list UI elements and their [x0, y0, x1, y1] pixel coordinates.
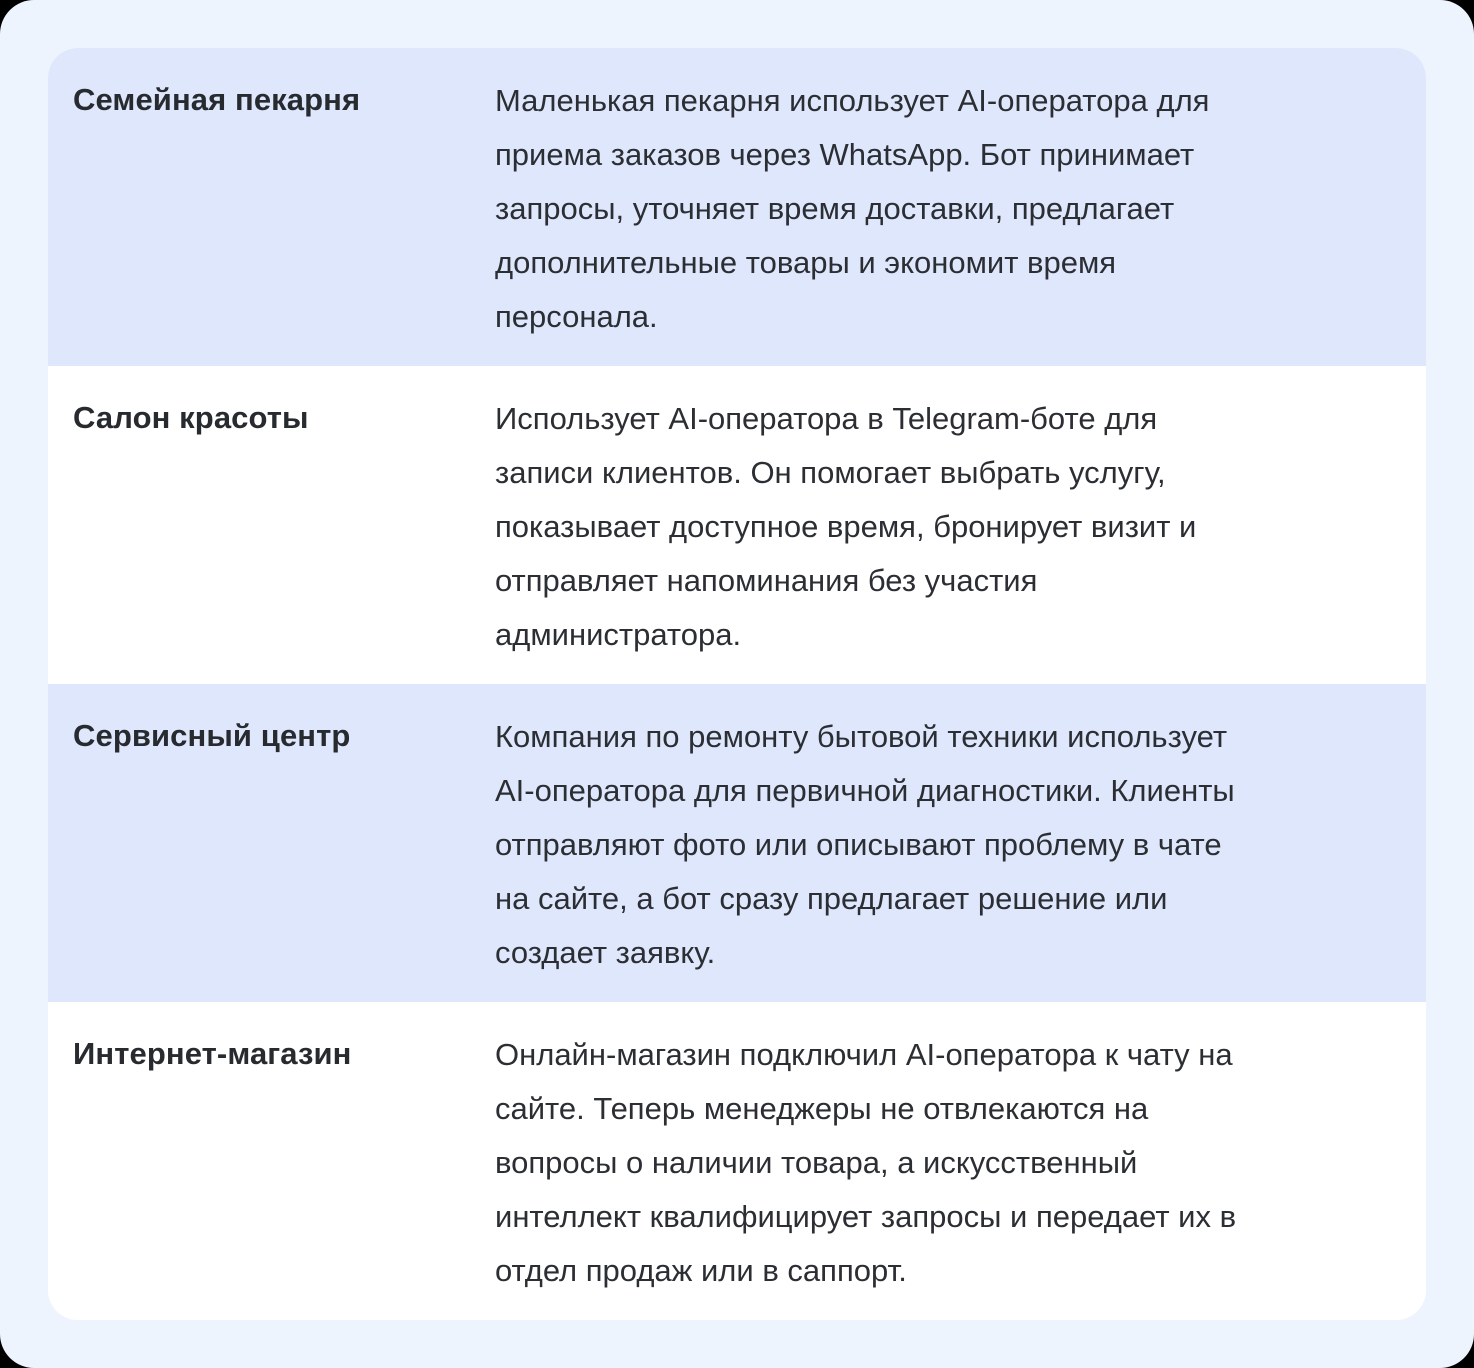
description-line: персонала.: [495, 299, 658, 334]
description-line: администратора.: [495, 617, 742, 652]
description-line: интеллект квалифицирует запросы и передает их в: [495, 1199, 1237, 1234]
row-description: [495, 1028, 1395, 1298]
description-line: Компания по ремонту бытовой техники использует: [495, 719, 1228, 754]
description-line: отправляет напоминания без участия: [495, 563, 1038, 598]
description-line: отправляют фото или описывают проблему в чате: [495, 827, 1222, 862]
row-description: [495, 74, 1395, 344]
row-title: Интернет-магазин: [73, 1036, 352, 1071]
description-line: на сайте, а бот сразу предлагает решение или: [495, 881, 1168, 916]
row-description: [495, 392, 1395, 662]
row-description: [495, 710, 1395, 980]
description-line: дополнительные товары и экономит время: [495, 245, 1117, 280]
row-title: Семейная пекарня: [73, 82, 361, 117]
description-line: записи клиентов. Он помогает выбрать услугу,: [495, 455, 1166, 490]
description-line: создает заявку.: [495, 935, 716, 970]
table-row-bakery: [48, 48, 1426, 366]
table-row-online-store: [48, 1002, 1426, 1320]
description-line: сайте. Теперь менеджеры не отвлекаются на: [495, 1091, 1149, 1126]
row-title: Сервисный центр: [73, 718, 351, 753]
description-line: Онлайн-магазин подключил AI-оператора к чату на: [495, 1037, 1233, 1072]
row-title: Салон красоты: [73, 400, 309, 435]
description-line: Маленькая пекарня использует AI-оператора для: [495, 83, 1210, 118]
table-row-service-center: [48, 684, 1426, 1002]
description-line: отдел продаж или в саппорт.: [495, 1253, 907, 1288]
description-line: AI-оператора для первичной диагностики. Клиенты: [495, 773, 1235, 808]
use-cases-table: [48, 48, 1426, 1320]
description-line: приема заказов через WhatsApp. Бот принимает: [495, 137, 1195, 172]
table-row-beauty-salon: [48, 366, 1426, 684]
description-line: вопросы о наличии товара, а искусственный: [495, 1145, 1138, 1180]
description-line: запросы, уточняет время доставки, предлагает: [495, 191, 1175, 226]
description-line: Использует AI-оператора в Telegram-боте для: [495, 401, 1158, 436]
description-line: показывает доступное время, бронирует визит и: [495, 509, 1197, 544]
